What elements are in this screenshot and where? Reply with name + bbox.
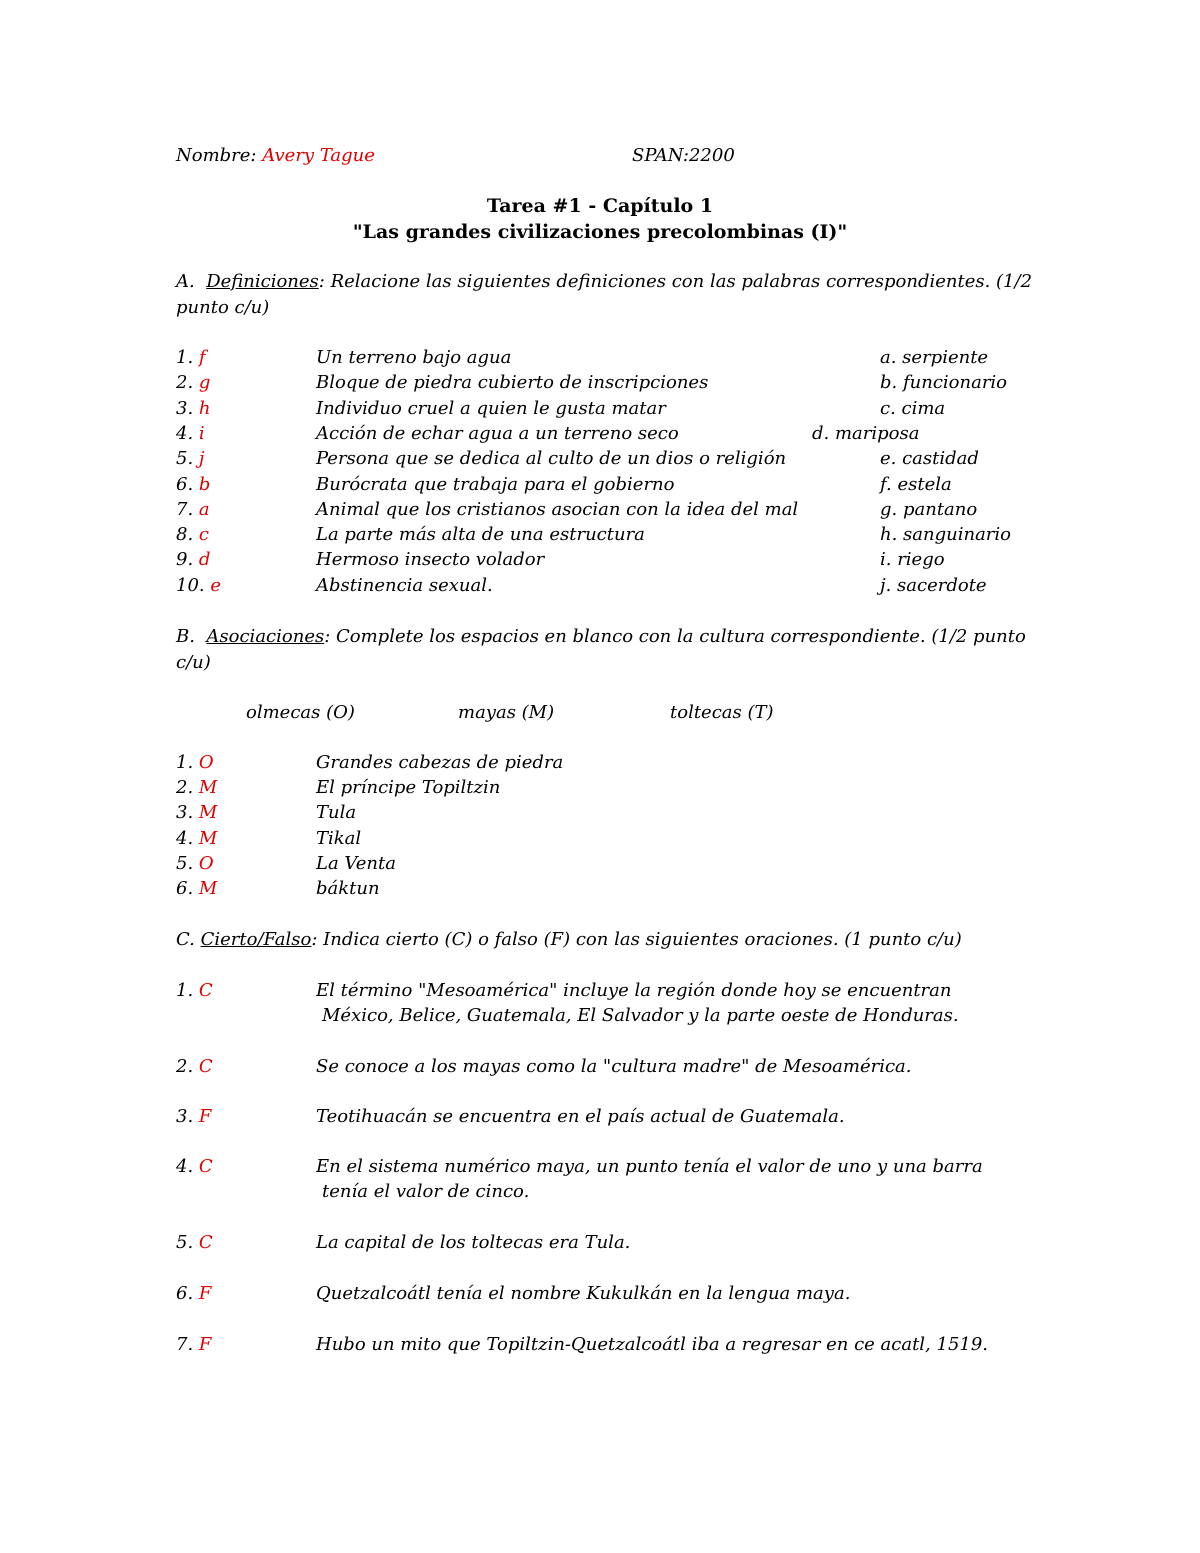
item-number: 5.	[176, 852, 194, 874]
section-a-instruction-cont: punto c/u)	[176, 297, 270, 318]
assignment-title: Tarea #1 - Capítulo 1	[486, 195, 714, 217]
item-answer: g	[198, 372, 211, 394]
item-number: 10.	[176, 574, 205, 596]
definition-8-number	[176, 524, 209, 546]
true-false-5-number	[176, 1232, 213, 1254]
item-number: 8.	[176, 524, 194, 546]
section-b-letter: B.	[176, 626, 195, 647]
item-answer: f	[198, 347, 206, 368]
student-name: Avery Tague	[262, 145, 375, 166]
section-b-instruction-cont: c/u)	[176, 652, 211, 673]
definition-text: Burócrata que trabaja para el gobierno	[316, 473, 675, 495]
true-false-3-number	[176, 1106, 211, 1128]
definition-text: La parte más alta de una estructura	[316, 524, 645, 546]
definition-3-number	[176, 398, 211, 420]
item-number: 4.	[176, 422, 194, 444]
item-answer: b	[198, 473, 211, 495]
item-answer: d	[198, 549, 211, 571]
item-number: 4.	[176, 1156, 194, 1177]
association-1-number	[176, 752, 214, 774]
definition-text: Un terreno bajo agua	[316, 347, 512, 368]
section-b-heading: Asociaciones	[206, 626, 325, 647]
name-line	[176, 145, 375, 167]
definition-10-number	[176, 575, 221, 597]
item-number: 2.	[176, 777, 194, 799]
item-answer: h	[198, 397, 211, 419]
word-option: j. sacerdote	[880, 574, 987, 596]
item-number: 3.	[176, 397, 194, 419]
association-5-number	[176, 853, 214, 875]
item-number: 5.	[176, 448, 194, 470]
item-number: 5.	[176, 1232, 194, 1253]
item-answer: O	[198, 752, 214, 773]
definition-text: Persona que se dedica al culto de un dios o religión	[316, 448, 787, 470]
definition-text: Animal que los cristianos asocian con la idea del mal	[316, 498, 799, 520]
word-option: e. castidad	[880, 448, 979, 470]
item-answer: O	[198, 852, 214, 874]
item-answer: i	[198, 422, 205, 444]
association-2-number	[176, 777, 217, 799]
statement-text: Quetzalcoátl tenía el nombre Kukulkán en la lengua maya.	[316, 1283, 851, 1304]
item-number: 1.	[176, 752, 194, 773]
word-option: f. estela	[880, 473, 952, 495]
item-answer: C	[198, 1056, 213, 1077]
statement-text: En el sistema numérico maya, un punto tenía el valor de uno y una barra	[316, 1156, 983, 1177]
section-c-letter: C.	[176, 929, 195, 950]
definition-9-number	[176, 549, 210, 571]
item-answer: C	[198, 1156, 213, 1177]
statement-text: Hubo un mito que Topiltzin-Quetzalcoátl iba a regresar en ce acatl, 1519.	[316, 1334, 989, 1355]
item-answer: j	[198, 448, 205, 470]
definition-2-number	[176, 372, 210, 394]
item-number: 7.	[176, 498, 194, 520]
item-number: 3.	[176, 1106, 194, 1127]
definition-text: Individuo cruel a quien le gusta matar	[316, 397, 666, 419]
definition-text: Bloque de piedra cubierto de inscripciones	[316, 372, 709, 394]
association-text: Grandes cabezas de piedra	[316, 752, 564, 773]
section-a-instruction	[176, 271, 1032, 293]
definition-text: Hermoso insecto volador	[316, 549, 545, 571]
item-number: 3.	[176, 802, 194, 824]
true-false-2-number	[176, 1056, 213, 1078]
word-option: h. sanguinario	[880, 524, 1011, 546]
item-number: 6.	[176, 1283, 194, 1304]
true-false-4-number	[176, 1156, 213, 1178]
association-text: Tula	[316, 802, 357, 824]
association-3-number	[176, 802, 217, 824]
item-answer: c	[198, 524, 210, 546]
item-answer: C	[198, 1232, 213, 1253]
item-number: 6.	[176, 878, 194, 899]
true-false-7-number	[176, 1334, 211, 1356]
word-option: d. mariposa	[812, 422, 920, 444]
association-6-number	[176, 878, 217, 900]
item-answer: M	[198, 802, 218, 824]
section-a-letter: A.	[176, 271, 195, 292]
definition-4-number	[176, 423, 205, 445]
section-b-instruction	[176, 626, 1026, 648]
association-text: La Venta	[316, 852, 396, 874]
item-number: 2.	[176, 372, 194, 394]
word-option: g. pantano	[880, 498, 978, 520]
item-answer: F	[198, 1283, 212, 1304]
culture-key-toltecas: toltecas (T)	[670, 702, 774, 723]
assignment-subtitle: "Las grandes civilizaciones precolombinas (I)"	[352, 221, 848, 243]
association-4-number	[176, 828, 217, 850]
item-answer: F	[198, 1334, 212, 1355]
section-b-instruction-text: : Complete los espacios en blanco con la cultura correspondiente. (1/2 punto	[324, 626, 1026, 647]
word-option: i. riego	[880, 549, 945, 571]
section-c-instruction-text: : Indica cierto (C) o falso (F) con las siguientes oraciones. (1 punto c/u)	[311, 929, 962, 950]
item-number: 6.	[176, 473, 194, 495]
definition-5-number	[176, 448, 205, 470]
culture-key-mayas: mayas (M)	[458, 702, 555, 723]
association-text: Tikal	[316, 827, 362, 849]
true-false-1-number	[176, 980, 213, 1002]
statement-text-cont: tenía el valor de cinco.	[322, 1181, 530, 1202]
item-answer: M	[198, 827, 218, 849]
statement-text-cont: México, Belice, Guatemala, El Salvador y la parte oeste de Honduras.	[322, 1005, 959, 1026]
statement-text: Se conoce a los mayas como la "cultura madre" de Mesoamérica.	[316, 1056, 912, 1077]
statement-text: El término "Mesoamérica" incluye la región donde hoy se encuentran	[316, 980, 952, 1001]
definition-text: Acción de echar agua a un terreno seco	[316, 422, 679, 444]
statement-text: La capital de los toltecas era Tula.	[316, 1232, 631, 1253]
section-c-heading: Cierto/Falso	[200, 929, 312, 950]
definition-7-number	[176, 499, 210, 521]
true-false-6-number	[176, 1283, 211, 1305]
section-c-instruction	[176, 929, 962, 951]
item-number: 4.	[176, 827, 194, 849]
word-option: b. funcionario	[880, 372, 1008, 394]
item-answer: M	[198, 878, 218, 899]
word-option: a. serpiente	[880, 347, 989, 368]
course-code: SPAN:2200	[632, 145, 735, 166]
item-answer: M	[198, 777, 218, 799]
item-number: 2.	[176, 1056, 194, 1077]
name-label: Nombre:	[176, 145, 257, 166]
item-answer: C	[198, 980, 213, 1001]
section-a-instruction-text: : Relacione las siguientes definiciones con las palabras correspondientes. (1/2	[318, 271, 1033, 292]
culture-key-olmecas: olmecas (O)	[246, 702, 355, 723]
word-option: c. cima	[880, 397, 946, 419]
definition-text: Abstinencia sexual.	[316, 574, 493, 596]
association-text: El príncipe Topiltzin	[316, 777, 501, 799]
item-answer: a	[198, 498, 210, 520]
item-number: 7.	[176, 1334, 194, 1355]
item-answer: e	[210, 574, 222, 596]
item-number: 9.	[176, 549, 194, 571]
association-text: báktun	[316, 878, 380, 899]
statement-text: Teotihuacán se encuentra en el país actual de Guatemala.	[316, 1106, 845, 1127]
item-number: 1.	[176, 980, 194, 1001]
item-answer: F	[198, 1106, 212, 1127]
definition-6-number	[176, 474, 210, 496]
item-number: 1.	[176, 347, 194, 368]
definition-1-number	[176, 347, 206, 369]
section-a-heading: Definiciones	[206, 271, 319, 292]
